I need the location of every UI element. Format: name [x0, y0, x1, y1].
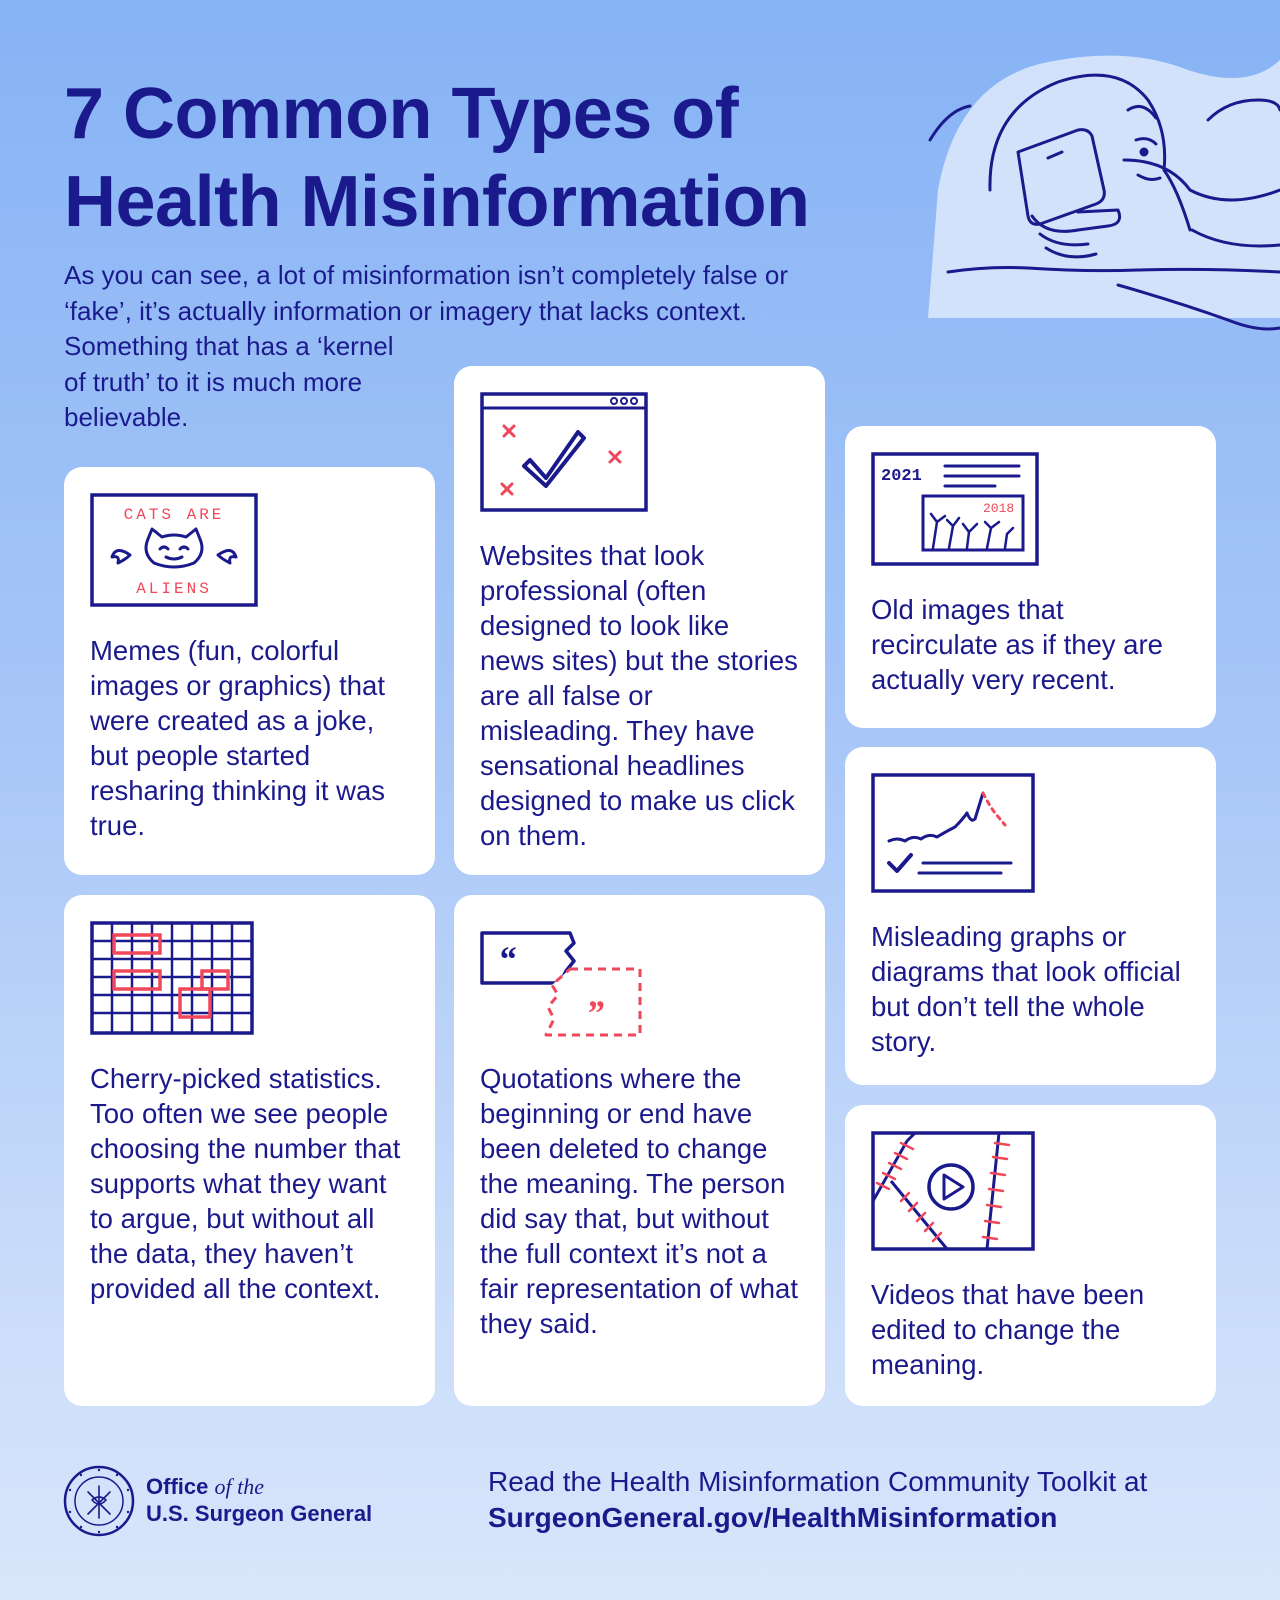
- meme-top-text: CATS ARE: [123, 506, 225, 524]
- torn-quote-icon: [480, 921, 646, 1037]
- footer-organization: [146, 1473, 372, 1527]
- page-title-line1: 7 Common Types of: [64, 74, 739, 154]
- old-image-icon: [871, 452, 1041, 568]
- cherry-picked-table-icon: [90, 921, 256, 1037]
- page-title-line2: Health Misinformation: [64, 162, 810, 242]
- intro-line3: Something that has a ‘kernel of truth’ to it is much more believable.: [64, 331, 394, 432]
- current-year-label: 2021: [881, 467, 922, 486]
- card-videos: [845, 1105, 1216, 1406]
- edited-video-icon: [871, 1131, 1037, 1253]
- memes-description: Memes (fun, colorful images or graphics) that were created as a joke, but people started resharing thinking it was true.: [90, 635, 386, 841]
- footer-call-to-action: [488, 1464, 1147, 1536]
- videos-description: Videos that have been edited to change the meaning.: [871, 1279, 1145, 1380]
- graphs-description: Misleading graphs or diagrams that look official but don’t tell the whole story.: [871, 921, 1181, 1057]
- old-images-description: Old images that recirculate as if they are actually very recent.: [871, 594, 1163, 695]
- org-office: Office: [146, 1474, 209, 1499]
- photo-year-label: 2018: [983, 501, 1015, 516]
- page-title: [64, 70, 810, 246]
- cherry-picked-description: Cherry-picked statistics. Too often we see people choosing the number that supports what they want to argue, but without all the data, they haven’t provided all the context.: [90, 1063, 401, 1304]
- misleading-graph-icon: [871, 773, 1037, 895]
- meme-bottom-text: ALIENS: [136, 580, 212, 598]
- websites-description: Websites that look professional (often designed to look like news sites) but the stories are all false or misleading. They have sensational headlines designed to make us click on them.: [480, 540, 798, 851]
- org-name: U.S. Surgeon General: [146, 1501, 373, 1526]
- card-cherry-picked: [64, 895, 435, 1406]
- svg-text:”: ”: [586, 993, 604, 1033]
- svg-text:“: “: [498, 939, 516, 979]
- fake-website-icon: [480, 392, 650, 514]
- card-graphs: [845, 747, 1216, 1085]
- quotations-description: Quotations where the beginning or end have been deleted to change the meaning. The person did say that, but without the full context it’s not a fair representation of what they said.: [480, 1063, 798, 1339]
- cat-meme-icon: [90, 493, 260, 609]
- intro-line1: As you can see, a lot of misinformation isn’t completely false or: [64, 260, 788, 290]
- intro-line2: ‘fake’, it’s actually information or imagery that lacks context.: [64, 295, 748, 326]
- card-websites: [454, 366, 825, 875]
- org-of-the: of the: [214, 1474, 264, 1499]
- cta-text: Read the Health Misinformation Community Toolkit at: [488, 1466, 1148, 1497]
- card-old-images: [845, 426, 1216, 728]
- person-in-bed-with-phone-illustration: [928, 40, 1280, 340]
- card-quotations: [454, 895, 825, 1406]
- card-memes: [64, 467, 435, 875]
- cta-url-link[interactable]: SurgeonGeneral.gov/HealthMisinformation: [488, 1502, 1058, 1533]
- surgeon-general-seal-icon: [62, 1464, 136, 1538]
